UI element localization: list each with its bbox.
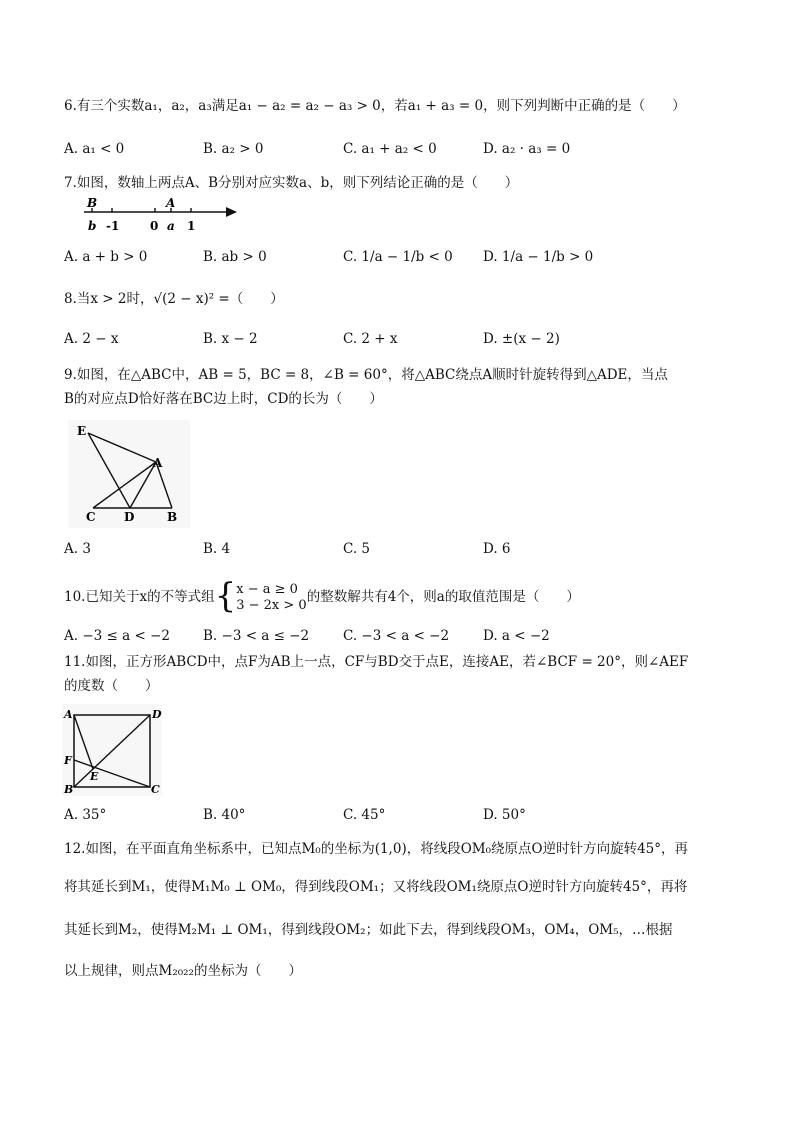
label-1: 1 [187, 219, 196, 233]
q11-option-a[interactable]: A. 35° [64, 807, 107, 823]
q8-option-a[interactable]: A. 2 − x [64, 331, 119, 347]
inequality-system [236, 582, 306, 614]
label-A: A [64, 708, 73, 721]
q11-option-b[interactable]: B. 40° [203, 807, 246, 823]
q7-option-c[interactable]: C. 1/a − 1/b < 0 [343, 249, 453, 265]
inequality-2: 3 − 2x > 0 [236, 597, 307, 613]
inequality-1: x − a ≥ 0 [236, 581, 298, 597]
label-a: a [167, 219, 175, 233]
label-E: E [77, 424, 87, 438]
q10-stem-prefix: 10.已知关于x的不等式组 [64, 589, 215, 605]
q8-option-b[interactable]: B. x − 2 [203, 331, 258, 347]
triangle-rotation-figure [68, 420, 190, 528]
question-12-stem-line-4: 以上规律，则点M₂₀₂₂的坐标为（ ） [64, 963, 302, 979]
q10-stem-suffix: 的整数解共有4个，则a的取值范围是（ ） [306, 589, 580, 605]
q10-option-d[interactable]: D. a < −2 [483, 628, 550, 644]
q8-option-d[interactable]: D. ±(x − 2) [483, 331, 560, 347]
question-9-stem-line-2: B的对应点D恰好落在BC边上时，CD的长为（ ） [64, 391, 383, 407]
q8-option-c[interactable]: C. 2 + x [343, 331, 398, 347]
system-brace: { [214, 576, 237, 616]
q11-option-d[interactable]: D. 50° [483, 807, 526, 823]
label-C: C [151, 783, 160, 796]
question-9-stem-line-1: 9.如图，在△ABC中，AB = 5，BC = 8，∠B = 60°，将△ABC绕点A顺时针旋转得到△ADE，当点 [64, 367, 668, 383]
q7-option-a[interactable]: A. a + b > 0 [64, 249, 148, 265]
label-minus-1: -1 [106, 219, 120, 233]
question-10-stem [64, 573, 580, 615]
q6-option-c[interactable]: C. a₁ + a₂ < 0 [343, 141, 437, 157]
square-figure [62, 704, 162, 796]
question-6-stem: 6.有三个实数a₁，a₂，a₃满足a₁ − a₂ = a₂ − a₃ > 0，若a₁ + a₃ = 0，则下列判断中正确的是（ ） [64, 98, 686, 114]
label-B: B [87, 196, 98, 210]
q6-option-d[interactable]: D. a₂ · a₃ = 0 [483, 141, 571, 157]
q9-option-a[interactable]: A. 3 [64, 541, 91, 557]
q11-option-c[interactable]: C. 45° [343, 807, 386, 823]
label-B: B [167, 510, 178, 524]
question-12-stem-line-3: 其延长到M₂，使得M₂M₁ ⊥ OM₁，得到线段OM₂；如此下去，得到线段OM₃，OM₄，OM₅，…根据 [64, 922, 673, 938]
question-12-stem-line-2: 将其延长到M₁，使得M₁M₀ ⊥ OM₀，得到线段OM₁；又将线段OM₁绕原点O逆时针方向旋转45°，再将 [64, 879, 688, 895]
label-b: b [88, 219, 97, 233]
question-8-stem: 8.当x > 2时，√(2 − x)² =（ ） [64, 291, 284, 307]
label-E: E [90, 770, 99, 783]
q6-option-b[interactable]: B. a₂ > 0 [203, 141, 264, 157]
label-0: 0 [150, 219, 159, 233]
q9-option-b[interactable]: B. 4 [203, 541, 231, 557]
label-D: D [124, 510, 135, 524]
q7-option-b[interactable]: B. ab > 0 [203, 249, 267, 265]
question-7-stem: 7.如图，数轴上两点A、B分别对应实数a、b，则下列结论正确的是（ ） [64, 175, 519, 191]
label-C: C [86, 510, 96, 524]
label-D: D [152, 708, 162, 721]
label-A: A [153, 456, 163, 470]
q7-option-d[interactable]: D. 1/a − 1/b > 0 [483, 249, 594, 265]
question-11-stem-line-2: 的度数（ ） [64, 678, 159, 694]
number-line-arrowhead [226, 207, 237, 217]
label-F: F [64, 754, 72, 767]
q9-option-c[interactable]: C. 5 [343, 541, 371, 557]
label-A: A [166, 196, 176, 210]
q10-option-c[interactable]: C. −3 < a < −2 [343, 628, 450, 644]
question-12-stem-line-1: 12.如图，在平面直角坐标系中，已知点M₀的坐标为(1,0)，将线段OM₀绕原点O逆时针方向旋转45°，再 [64, 841, 689, 857]
label-B: B [64, 783, 74, 796]
q9-option-d[interactable]: D. 6 [483, 541, 511, 557]
number-line-figure [74, 194, 244, 236]
q10-option-b[interactable]: B. −3 < a ≤ −2 [203, 628, 310, 644]
q10-option-a[interactable]: A. −3 ≤ a < −2 [64, 628, 170, 644]
q6-option-a[interactable]: A. a₁ < 0 [64, 141, 125, 157]
question-11-stem-line-1: 11.如图，正方形ABCD中，点F为AB上一点，CF与BD交于点E，连接AE，若∠BCF = 20°，则∠AEF [64, 654, 689, 670]
